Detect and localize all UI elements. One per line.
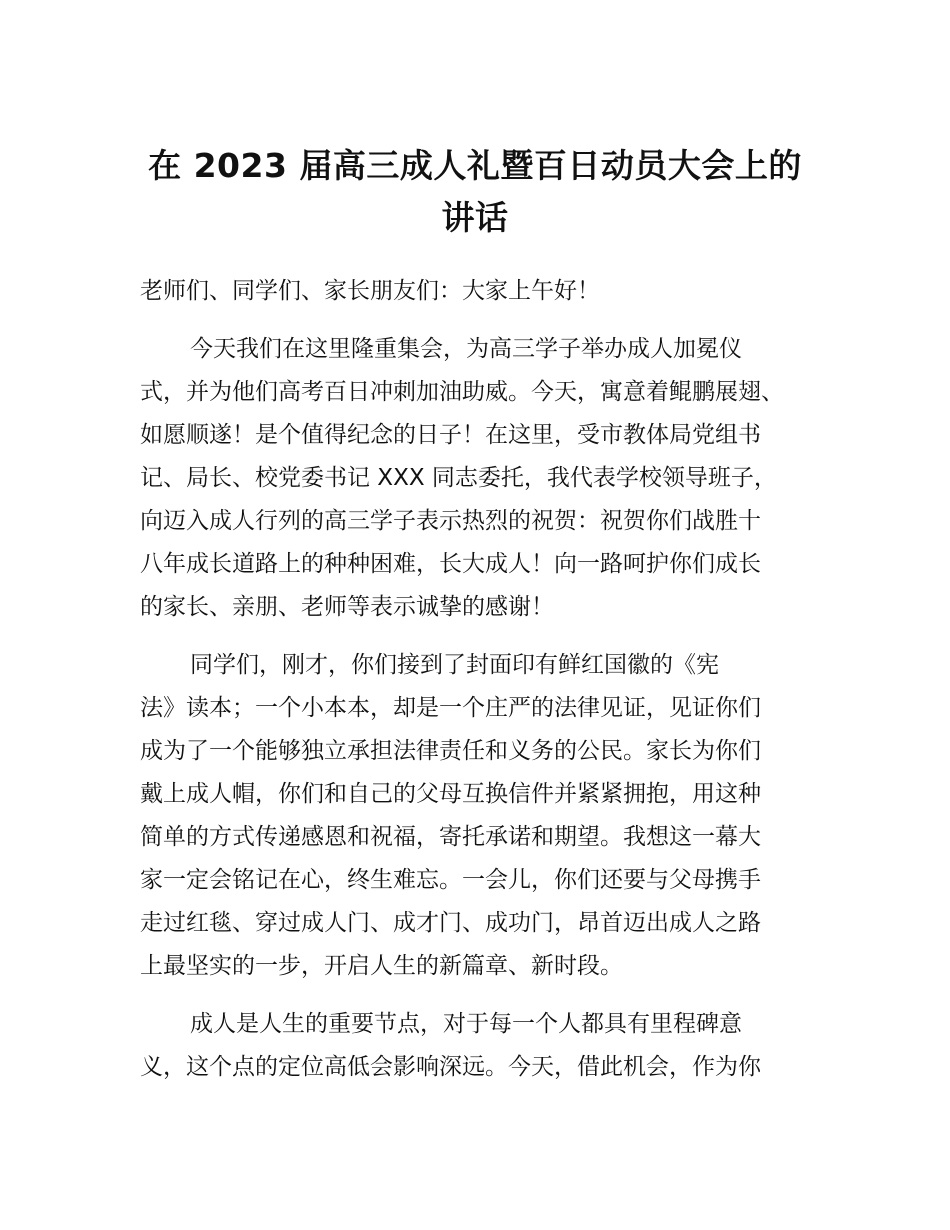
text-line: 成为了一个能够独立承担法律责任和义务的公民。家长为你们 <box>140 738 761 764</box>
paragraph-1 <box>140 328 830 629</box>
text-line: 上最坚实的一步，开启人生的新篇章、新时段。 <box>140 953 623 979</box>
text-line: 戴上成人帽，你们和自己的父母互换信件并紧紧拥抱，用这种 <box>140 781 761 807</box>
title-line: 在 2023 届高三成人礼暨百日动员大会上的 <box>148 146 802 185</box>
greeting-line: 老师们、同学们、家长朋友们：大家上午好！ <box>140 278 600 304</box>
text-line: 八年成长道路上的种种困难，长大成人！向一路呵护你们成长 <box>140 551 761 577</box>
text-line: 同学们，刚才，你们接到了封面印有鲜红国徽的《宪 <box>190 652 719 678</box>
text-line: 简单的方式传递感恩和祝福，寄托承诺和期望。我想这一幕大 <box>140 824 761 850</box>
text-line: 义，这个点的定位高低会影响深远。今天，借此机会，作为你 <box>140 1054 761 1080</box>
text-line: 成人是人生的重要节点，对于每一个人都具有里程碑意 <box>190 1011 742 1037</box>
text-line: 向迈入成人行列的高三学子表示热烈的祝贺：祝贺你们战胜十 <box>140 508 761 534</box>
paragraph-3 <box>140 1003 830 1089</box>
document-body <box>140 270 830 1104</box>
text-line: 今天我们在这里隆重集会，为高三学子举办成人加冕仪 <box>190 336 742 362</box>
text-line: 法》读本；一个小本本，却是一个庄严的法律见证，见证你们 <box>140 695 761 721</box>
text-line: 如愿顺遂！是个值得纪念的日子！在这里，受市教体局党组书 <box>140 422 761 448</box>
document-title <box>140 140 810 244</box>
text-line: 的家长、亲朋、老师等表示诚挚的感谢！ <box>140 594 554 620</box>
text-line: 家一定会铭记在心，终生难忘。一会儿，你们还要与父母携手 <box>140 867 761 893</box>
greeting <box>140 270 830 313</box>
title-line: 讲话 <box>441 198 509 237</box>
text-line: 走过红毯、穿过成人门、成才门、成功门，昂首迈出成人之路 <box>140 910 761 936</box>
text-line: 记、局长、校党委书记 XXX 同志委托，我代表学校领导班子， <box>140 465 777 491</box>
paragraph-2 <box>140 644 830 988</box>
text-line: 式，并为他们高考百日冲刺加油助威。今天，寓意着鲲鹏展翅、 <box>140 379 784 405</box>
